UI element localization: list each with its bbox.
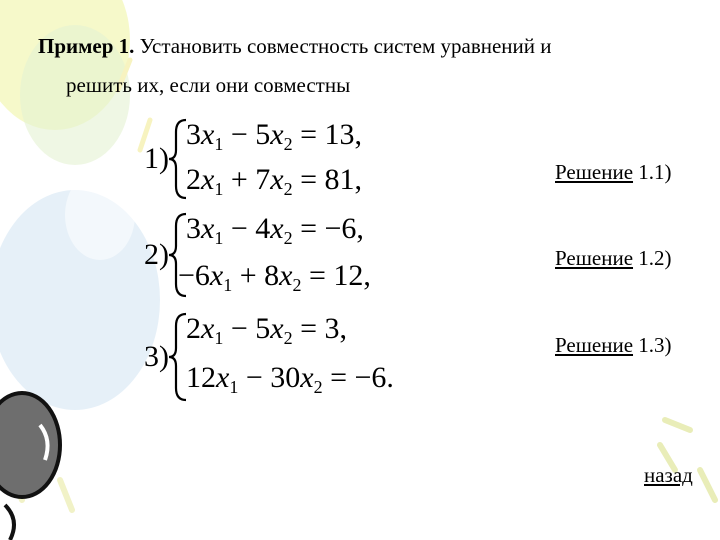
equation-row: $-6x_1 + 8x_2 = 12$, xyxy=(178,259,371,295)
system-label: 2) xyxy=(144,238,169,271)
equation-row: $2x_1 + 7x_2 = 81$, xyxy=(186,163,362,199)
equation-row: $3x_1 - 4x_2 = -6$, xyxy=(186,212,364,248)
system-label: 1) xyxy=(144,142,169,175)
solution-link-number[interactable]: 1.3) xyxy=(638,333,672,357)
equation-row: $12x_1 - 30x_2 = -6$. xyxy=(186,361,394,397)
back-link[interactable]: назад xyxy=(644,463,693,487)
solution-link-word[interactable]: Решение xyxy=(555,160,634,184)
example-text: Установить совместность систем уравнений и xyxy=(139,34,552,58)
solution-link-1-3[interactable] xyxy=(555,333,672,358)
solution-link-word[interactable]: Решение xyxy=(555,246,634,270)
solution-link-word[interactable]: Решение xyxy=(555,333,634,357)
example-label: Пример 1. xyxy=(38,34,135,58)
example-text-continued: решить их, если они совместны xyxy=(66,73,351,97)
solution-link-number[interactable]: 1.2) xyxy=(638,246,672,270)
example-heading xyxy=(38,34,552,59)
solution-link-1-1[interactable] xyxy=(555,160,672,185)
system-label: 3) xyxy=(144,340,169,373)
equation-row: $2x_1 - 5x_2 = 3$, xyxy=(186,312,347,348)
equation-row: $3x_1 - 5x_2 = 13$, xyxy=(186,118,362,154)
solution-link-1-2[interactable] xyxy=(555,246,672,271)
solution-link-number[interactable]: 1.1) xyxy=(638,160,672,184)
